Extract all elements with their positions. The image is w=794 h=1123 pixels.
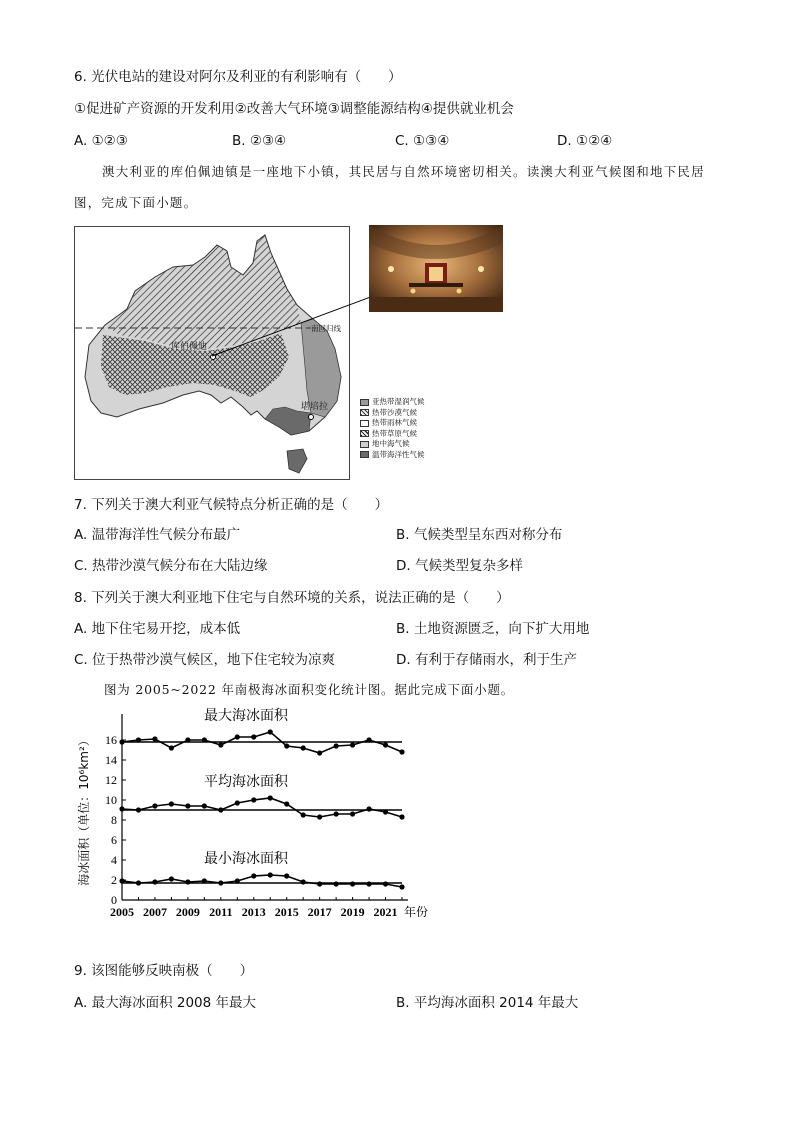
- data-point: [366, 806, 371, 811]
- x-tick-label: 2019: [340, 905, 365, 919]
- legend-swatch: [360, 430, 369, 437]
- series-line: [122, 798, 402, 817]
- q6-option-d[interactable]: D. ①②④: [557, 133, 613, 149]
- chart-svg: [72, 700, 442, 950]
- photo-svg: [369, 225, 503, 312]
- q8-option-b[interactable]: B. 土地资源匮乏，向下扩大用地: [396, 621, 590, 637]
- y-tick-label: 0: [111, 893, 117, 907]
- data-point: [235, 734, 240, 739]
- legend-item: [360, 450, 425, 461]
- legend-swatch: [360, 399, 369, 406]
- y-tick-label: 8: [111, 813, 117, 827]
- data-point: [301, 745, 306, 750]
- q8-option-d[interactable]: D. 有利于存储雨水，利于生产: [396, 652, 577, 668]
- y-tick-label: 10: [105, 793, 117, 807]
- y-tick-label: 2: [111, 873, 117, 887]
- data-point: [301, 812, 306, 817]
- legend-swatch: [360, 451, 369, 458]
- q6-option-a[interactable]: A. ①②③: [74, 133, 128, 149]
- data-point: [383, 809, 388, 814]
- q6-option-b[interactable]: B. ②③④: [232, 133, 287, 149]
- y-tick-label: 6: [111, 833, 117, 847]
- data-point: [169, 745, 174, 750]
- data-point: [136, 880, 141, 885]
- sea-ice-chart: [72, 700, 442, 950]
- legend-item: [360, 429, 425, 440]
- q7-option-a[interactable]: A. 温带海洋性气候分布最广: [74, 527, 241, 543]
- data-point: [218, 742, 223, 747]
- x-tick-label: 2011: [209, 905, 233, 919]
- x-tick-label: 2015: [274, 905, 299, 919]
- intro-paragraph-line1: 澳大利亚的库伯佩迪镇是一座地下小镇，其民居与自然环境密切相关。读澳大利亚气候图和地下民居: [102, 164, 705, 179]
- climate-legend: [360, 397, 425, 460]
- x-tick-label: 2009: [175, 905, 200, 919]
- data-point: [251, 873, 256, 878]
- x-tick-label: 2007: [142, 905, 167, 919]
- series-title: 平均海冰面积: [204, 774, 288, 790]
- data-point: [350, 811, 355, 816]
- data-point: [284, 743, 289, 748]
- data-point: [383, 742, 388, 747]
- y-tick-label: 14: [105, 753, 117, 767]
- q7-option-c[interactable]: C. 热带沙漠气候分布在大陆边缘: [74, 558, 268, 574]
- legend-label: 温带海洋性气候: [372, 449, 425, 459]
- q8-option-c[interactable]: C. 位于热带沙漠气候区，地下住宅较为凉爽: [74, 652, 336, 668]
- legend-label: 热带草原气候: [372, 428, 417, 438]
- data-point: [119, 806, 124, 811]
- q8-stem: 8. 下列关于澳大利亚地下住宅与自然环境的关系，说法正确的是（ ）: [74, 590, 510, 606]
- legend-label: 热带沙漠气候: [372, 407, 417, 417]
- x-tick-label: 2013: [241, 905, 266, 919]
- intro-paragraph-line2: 图，完成下面小题。: [74, 195, 198, 210]
- y-tick-label: 16: [105, 733, 117, 747]
- legend-label: 地中海气候: [372, 439, 410, 448]
- legend-swatch: [360, 409, 369, 416]
- q8-option-a[interactable]: A. 地下住宅易开挖，成本低: [74, 621, 241, 637]
- data-point: [136, 807, 141, 812]
- label-coober-pedy: 库伯佩迪: [171, 342, 208, 352]
- data-point: [119, 878, 124, 883]
- data-point: [235, 878, 240, 883]
- y-tick-label: 12: [105, 773, 117, 787]
- data-point: [366, 881, 371, 886]
- data-point: [334, 881, 339, 886]
- data-point: [399, 814, 404, 819]
- data-point: [152, 736, 157, 741]
- data-point: [350, 742, 355, 747]
- q7-option-d[interactable]: D. 气候类型复杂多样: [396, 558, 523, 574]
- data-point: [399, 884, 404, 889]
- q9-option-b[interactable]: B. 平均海冰面积 2014 年最大: [396, 995, 579, 1011]
- data-point: [202, 878, 207, 883]
- x-tick-label: 2021: [373, 905, 398, 919]
- series-title: 最小海冰面积: [204, 851, 288, 867]
- label-tropic: 南回归线: [311, 324, 341, 333]
- chart-intro: 图为 2005~2022 年南极海冰面积变化统计图。据此完成下面小题。: [104, 682, 515, 697]
- data-point: [202, 737, 207, 742]
- data-point: [251, 797, 256, 802]
- data-point: [317, 881, 322, 886]
- data-point: [218, 807, 223, 812]
- data-point: [152, 879, 157, 884]
- data-point: [334, 743, 339, 748]
- x-tick-label: 2017: [307, 905, 332, 919]
- data-point: [268, 872, 273, 877]
- data-point: [185, 737, 190, 742]
- legend-swatch: [360, 441, 369, 448]
- q7-option-b[interactable]: B. 气候类型呈东西对称分布: [396, 527, 563, 543]
- q7-stem: 7. 下列关于澳大利亚气候特点分析正确的是（ ）: [74, 497, 389, 513]
- legend-swatch: [360, 420, 369, 427]
- legend-label: 热带雨林气候: [372, 418, 417, 427]
- data-point: [169, 876, 174, 881]
- legend-item: [360, 397, 425, 408]
- data-point: [284, 873, 289, 878]
- data-point: [202, 803, 207, 808]
- y-axis-label: 海冰面积（单位：10⁶km²）: [77, 734, 91, 886]
- data-point: [284, 801, 289, 806]
- data-point: [383, 881, 388, 886]
- data-point: [169, 801, 174, 806]
- underground-dwelling-photo: [369, 225, 503, 312]
- data-point: [317, 750, 322, 755]
- y-tick-label: 4: [111, 853, 117, 867]
- q6-option-c[interactable]: C. ①③④: [395, 133, 450, 149]
- data-point: [235, 800, 240, 805]
- data-point: [136, 737, 141, 742]
- data-point: [301, 879, 306, 884]
- legend-item: [360, 418, 425, 429]
- data-point: [366, 737, 371, 742]
- data-point: [185, 879, 190, 884]
- q9-option-a[interactable]: A. 最大海冰面积 2008 年最大: [74, 995, 257, 1011]
- label-canberra: 堪培拉: [301, 402, 329, 412]
- data-point: [218, 880, 223, 885]
- data-point: [152, 803, 157, 808]
- data-point: [317, 814, 322, 819]
- series-line: [122, 875, 402, 887]
- x-axis-label: 年份: [404, 905, 429, 919]
- data-point: [350, 881, 355, 886]
- q6-statements: ①促进矿产资源的开发利用②改善大气环境③调整能源结构④提供就业机会: [74, 101, 514, 117]
- data-point: [251, 734, 256, 739]
- legend-item: [360, 439, 425, 450]
- q6-stem: 6. 光伏电站的建设对阿尔及利亚的有利影响有（ ）: [74, 69, 402, 85]
- series-title: 最大海冰面积: [204, 708, 288, 724]
- data-point: [119, 739, 124, 744]
- legend-item: [360, 408, 425, 419]
- q9-stem: 9. 该图能够反映南极（ ）: [74, 963, 254, 979]
- x-tick-label: 2005: [110, 905, 134, 919]
- data-point: [185, 803, 190, 808]
- data-point: [268, 795, 273, 800]
- data-point: [334, 811, 339, 816]
- data-point: [268, 729, 273, 734]
- data-point: [399, 749, 404, 754]
- legend-label: 亚热带湿润气候: [372, 397, 425, 406]
